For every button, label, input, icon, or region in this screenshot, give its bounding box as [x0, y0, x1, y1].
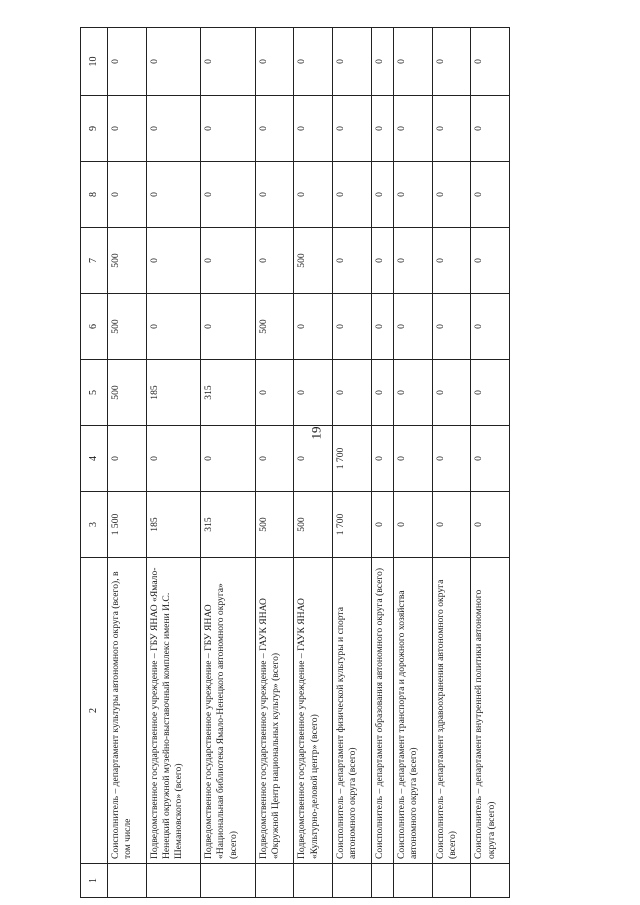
value-cell: 0 [371, 162, 394, 228]
table-row [294, 28, 333, 898]
row-index-cell [371, 864, 394, 898]
value-cell: 1 700 [333, 492, 372, 558]
value-cell: 315 [201, 492, 256, 558]
value-cell: 0 [201, 28, 256, 96]
value-cell: 500 [294, 492, 333, 558]
value-cell: 0 [294, 96, 333, 162]
value-cell: 0 [333, 96, 372, 162]
value-cell: 0 [146, 96, 201, 162]
value-cell: 0 [294, 294, 333, 360]
column-header: 10 [81, 28, 108, 96]
value-cell: 0 [333, 228, 372, 294]
row-name-cell: Соисполнитель – департамент культуры автономного округа (всего), в том числе [108, 558, 147, 864]
value-cell: 0 [471, 294, 510, 360]
value-cell: 0 [201, 294, 256, 360]
value-cell: 0 [432, 426, 471, 492]
value-cell: 0 [201, 426, 256, 492]
row-index-cell [294, 864, 333, 898]
value-cell: 1 500 [108, 492, 147, 558]
value-cell: 500 [255, 294, 294, 360]
column-header: 4 [81, 426, 108, 492]
value-cell: 0 [333, 294, 372, 360]
value-cell: 0 [333, 28, 372, 96]
row-name-cell: Соисполнитель – департамент внутренней политики автономного округа (всего) [471, 558, 510, 864]
value-cell: 0 [394, 360, 433, 426]
value-cell: 0 [294, 426, 333, 492]
value-cell: 0 [255, 360, 294, 426]
value-cell: 0 [432, 360, 471, 426]
value-cell: 0 [371, 96, 394, 162]
value-cell: 0 [201, 162, 256, 228]
value-cell: 0 [255, 228, 294, 294]
value-cell: 0 [471, 426, 510, 492]
table-body [108, 28, 510, 898]
row-index-cell [394, 864, 433, 898]
value-cell: 0 [333, 360, 372, 426]
value-cell: 0 [432, 162, 471, 228]
row-index-cell [201, 864, 256, 898]
value-cell: 0 [371, 360, 394, 426]
column-header: 3 [81, 492, 108, 558]
row-index-cell [471, 864, 510, 898]
value-cell: 0 [146, 228, 201, 294]
value-cell: 500 [294, 228, 333, 294]
value-cell: 0 [471, 162, 510, 228]
value-cell: 0 [371, 426, 394, 492]
value-cell: 0 [255, 28, 294, 96]
table-row [255, 28, 294, 898]
value-cell: 0 [432, 96, 471, 162]
row-name-cell: Соисполнитель – департамент транспорта и дорожного хозяйства автономного округа (всего) [394, 558, 433, 864]
value-cell: 185 [146, 360, 201, 426]
value-cell: 0 [471, 360, 510, 426]
value-cell: 0 [255, 162, 294, 228]
value-cell: 0 [146, 28, 201, 96]
value-cell: 500 [255, 492, 294, 558]
value-cell: 0 [432, 492, 471, 558]
value-cell: 0 [255, 426, 294, 492]
table-row [471, 28, 510, 898]
value-cell: 0 [371, 228, 394, 294]
row-name-cell: Соисполнитель – департамент образования автономного округа (всего) [371, 558, 394, 864]
value-cell: 0 [201, 228, 256, 294]
row-name-cell: Соисполнитель – департамент здравоохранения автономного округа (всего) [432, 558, 471, 864]
row-index-cell [108, 864, 147, 898]
value-cell: 0 [294, 360, 333, 426]
value-cell: 0 [471, 492, 510, 558]
table-row [371, 28, 394, 898]
row-index-cell [146, 864, 201, 898]
value-cell: 0 [471, 228, 510, 294]
value-cell: 0 [294, 28, 333, 96]
value-cell: 0 [394, 294, 433, 360]
table-row [108, 28, 147, 898]
table-row [146, 28, 201, 898]
value-cell: 1 700 [333, 426, 372, 492]
row-name-cell: Подведомственное государственное учреждение – ГАУК ЯНАО «Культурно-деловой центр» (всего) [294, 558, 333, 864]
value-cell: 0 [432, 294, 471, 360]
value-cell: 185 [146, 492, 201, 558]
value-cell: 0 [471, 96, 510, 162]
page-number: 19 [308, 426, 324, 440]
row-name-cell: Подведомственное государственное учреждение – ГБУ ЯНАО «Национальная библиотека Ямало-Ненецкого автономного округа» (всего) [201, 558, 256, 864]
column-header: 1 [81, 864, 108, 898]
value-cell: 0 [108, 162, 147, 228]
column-header: 5 [81, 360, 108, 426]
value-cell: 0 [255, 96, 294, 162]
value-cell: 0 [394, 492, 433, 558]
value-cell: 0 [146, 162, 201, 228]
value-cell: 500 [108, 360, 147, 426]
column-header: 6 [81, 294, 108, 360]
value-cell: 0 [146, 294, 201, 360]
column-header: 9 [81, 96, 108, 162]
value-cell: 0 [394, 28, 433, 96]
row-index-cell [432, 864, 471, 898]
column-header: 7 [81, 228, 108, 294]
value-cell: 0 [108, 28, 147, 96]
value-cell: 500 [108, 228, 147, 294]
table-header-row [81, 28, 108, 898]
value-cell: 0 [294, 162, 333, 228]
row-name-cell: Подведомственное государственное учреждение – ГБУ ЯНАО «Ямало-Ненецкий окружной музейно-выставочный комплекс имени И.С. Шемановского» (всего) [146, 558, 201, 864]
value-cell: 0 [471, 28, 510, 96]
value-cell: 0 [333, 162, 372, 228]
value-cell: 0 [108, 426, 147, 492]
value-cell: 0 [201, 96, 256, 162]
value-cell: 0 [394, 162, 433, 228]
value-cell: 0 [394, 96, 433, 162]
value-cell: 0 [371, 28, 394, 96]
value-cell: 500 [108, 294, 147, 360]
value-cell: 0 [432, 228, 471, 294]
column-header: 2 [81, 558, 108, 864]
table-row [432, 28, 471, 898]
value-cell: 0 [108, 96, 147, 162]
row-name-cell: Подведомственное государственное учреждение – ГАУК ЯНАО «Окружной Центр национальных культур» (всего) [255, 558, 294, 864]
row-name-cell: Соисполнитель – департамент физической культуры и спорта автономного округа (всего) [333, 558, 372, 864]
budget-table [80, 27, 510, 898]
value-cell: 0 [146, 426, 201, 492]
value-cell: 0 [432, 28, 471, 96]
row-index-cell [333, 864, 372, 898]
value-cell: 0 [394, 426, 433, 492]
rotated-table-wrapper [80, 28, 510, 898]
value-cell: 0 [371, 294, 394, 360]
value-cell: 0 [394, 228, 433, 294]
value-cell: 0 [371, 492, 394, 558]
table-row [394, 28, 433, 898]
value-cell: 315 [201, 360, 256, 426]
table-row [201, 28, 256, 898]
column-header: 8 [81, 162, 108, 228]
table-row [333, 28, 372, 898]
row-index-cell [255, 864, 294, 898]
